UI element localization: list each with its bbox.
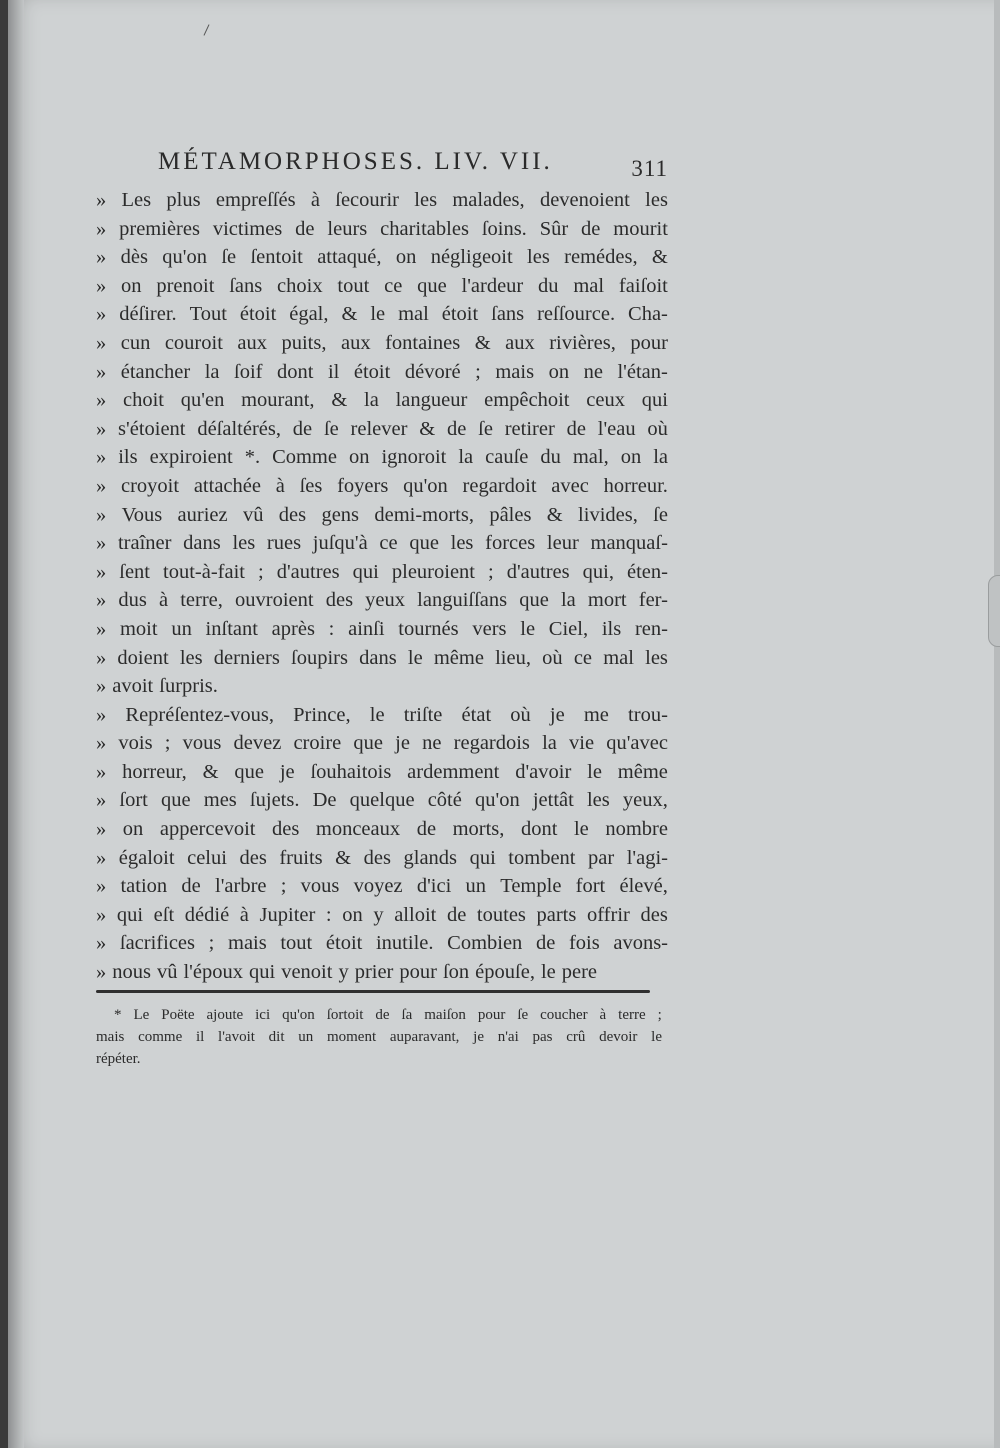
text-line: » ſacrifices ; mais tout étoit inutile. Combien de fois avons- [96, 932, 668, 955]
text-line: » croyoit attachée à ſes foyers qu'on regardoit avec horreur. [96, 474, 668, 497]
page-number: 311 [631, 156, 668, 181]
text-line: » étancher la ſoif dont il étoit dévoré ; mais on ne l'étan- [96, 360, 668, 383]
body-text [96, 186, 668, 987]
text-line: » moit un inſtant après : ainſi tournés vers le Ciel, ils ren- [96, 617, 668, 640]
text-line: » Vous auriez vû des gens demi-morts, pâles & livides, ſe [96, 503, 668, 526]
running-header [158, 148, 668, 182]
text-line: » ſent tout-à-fait ; d'autres qui pleuroient ; d'autres qui, éten- [96, 560, 668, 583]
text-line: » doient les derniers ſoupirs dans le même lieu, où ce mal les [96, 646, 668, 669]
header-title: MÉTAMORPHOSES. LIV. VII. [158, 148, 553, 175]
text-line: » dès qu'on ſe ſentoit attaqué, on négligeoit les remédes, & [96, 246, 668, 269]
page-edge [994, 0, 1000, 1448]
footnote-rule [96, 990, 650, 993]
text-line: » avoit ſurpris. [96, 675, 218, 698]
footnote-line: mais comme il l'avoit dit un moment auparavant, je n'ai pas crû devoir le [96, 1029, 662, 1045]
footnote-line: répéter. [96, 1051, 141, 1067]
book-page [8, 0, 1000, 1448]
text-line: » horreur, & que je ſouhaitois ardemment d'avoir le même [96, 760, 668, 783]
text-line: » on appercevoit des monceaux de morts, dont le nombre [96, 818, 668, 841]
text-line: » vois ; vous devez croire que je ne regardois la vie qu'avec [96, 732, 668, 755]
text-line: » ſort que mes ſujets. De quelque côté qu'on jettât les yeux, [96, 789, 668, 812]
footnote-line: * Le Poëte ajoute ici qu'on ſortoit de ſa maiſon pour ſe coucher à terre ; [114, 1007, 662, 1023]
text-line: » Les plus empreſſés à ſecourir les malades, devenoient les [96, 189, 668, 211]
text-line: » égaloit celui des fruits & des glands qui tombent par l'agi- [96, 846, 668, 869]
page-tab [988, 575, 1000, 647]
text-line: » déſirer. Tout étoit égal, & le mal étoit ſans reſſource. Cha- [96, 303, 668, 326]
text-line: » qui eſt dédié à Jupiter : on y alloit de toutes parts offrir des [96, 903, 668, 926]
text-line: » nous vû l'époux qui venoit y prier pour ſon épouſe, le pere [96, 961, 598, 984]
text-line: » choit qu'en mourant, & la langueur empêchoit ceux qui [96, 389, 668, 412]
text-line: » cun couroit aux puits, aux fontaines & aux rivières, pour [96, 331, 668, 354]
text-line: » on prenoit ſans choix tout ce que l'ardeur du mal faiſoit [96, 274, 668, 297]
text-line: » tation de l'arbre ; vous voyez d'ici un Temple fort élevé, [96, 875, 668, 898]
text-line: » premières victimes de leurs charitables ſoins. Sûr de mourit [96, 217, 668, 240]
text-line: » traîner dans les rues juſqu'à ce que les forces leur manquaſ- [96, 532, 668, 555]
text-line: » ils expiroient *. Comme on ignoroit la cauſe du mal, on la [96, 446, 668, 469]
gutter-shadow [8, 0, 24, 1448]
footnote [96, 1004, 662, 1070]
text-line: » Repréſentez-vous, Prince, le triſte état où je me trou- [96, 703, 668, 726]
text-line: » dus à terre, ouvroient des yeux languiſſans que la mort fer- [96, 589, 668, 612]
pencil-mark [204, 24, 210, 35]
text-line: » s'étoient déſaltérés, de ſe relever & de ſe retirer de l'eau où [96, 417, 668, 440]
